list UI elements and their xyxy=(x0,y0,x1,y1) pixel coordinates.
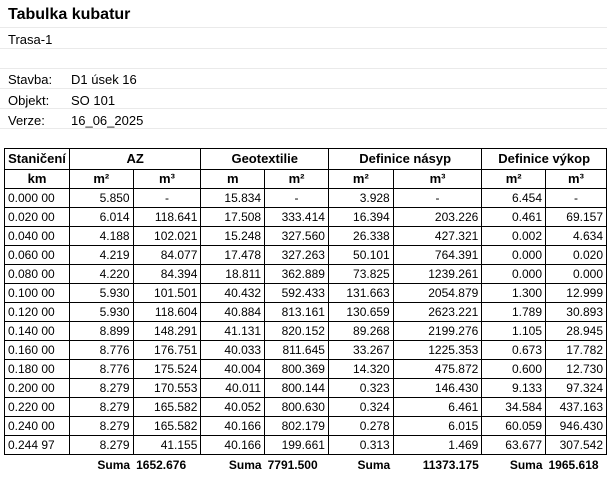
table-cell[interactable]: 1.105 xyxy=(482,322,546,341)
table-cell[interactable]: 5.930 xyxy=(69,284,133,303)
sum-nasyp[interactable]: 11373.175 xyxy=(422,458,479,472)
table-cell[interactable]: 40.052 xyxy=(201,398,265,417)
table-cell[interactable]: 1225.353 xyxy=(393,341,482,360)
table-row xyxy=(5,246,607,265)
group-header-row xyxy=(5,149,607,170)
table-cell[interactable]: 0.140 00 xyxy=(5,322,70,341)
table-cell[interactable]: 102.021 xyxy=(133,227,201,246)
table-cell[interactable]: 17.478 xyxy=(201,246,265,265)
table-cell[interactable]: 40.004 xyxy=(201,360,265,379)
table-cell[interactable]: 8.899 xyxy=(69,322,133,341)
table-cell[interactable]: 0.461 xyxy=(482,208,546,227)
table-cell[interactable]: 101.501 xyxy=(133,284,201,303)
header-geotextilie[interactable]: Geotextilie xyxy=(201,149,329,170)
table-row xyxy=(5,265,607,284)
table-cell[interactable]: 4.634 xyxy=(546,227,607,246)
table-cell[interactable]: 12.999 xyxy=(546,284,607,303)
table-cell[interactable]: 764.391 xyxy=(393,246,482,265)
table-cell[interactable]: 437.163 xyxy=(546,398,607,417)
table-cell[interactable]: 307.542 xyxy=(546,436,607,455)
table-cell[interactable]: 170.553 xyxy=(133,379,201,398)
table-cell[interactable]: 0.000 00 xyxy=(5,189,70,208)
table-cell[interactable]: 0.120 00 xyxy=(5,303,70,322)
sum-label[interactable]: Suma xyxy=(357,458,391,472)
table-cell[interactable]: 820.152 xyxy=(265,322,329,341)
table-cell[interactable]: 34.584 xyxy=(482,398,546,417)
table-cell[interactable]: 0.002 xyxy=(482,227,546,246)
table-cell[interactable]: 41.131 xyxy=(201,322,265,341)
table-cell[interactable]: 0.240 00 xyxy=(5,417,70,436)
table-cell[interactable]: 165.582 xyxy=(133,398,201,417)
unit-header-row xyxy=(5,170,607,189)
unit-header[interactable]: m² xyxy=(69,170,133,189)
table-cell[interactable]: 6.454 xyxy=(482,189,546,208)
table-cell[interactable]: 0.600 xyxy=(482,360,546,379)
verze-label: Verze: xyxy=(8,113,45,128)
table-cell[interactable]: 0.020 00 xyxy=(5,208,70,227)
table-cell[interactable]: 8.776 xyxy=(69,360,133,379)
unit-header[interactable]: m² xyxy=(482,170,546,189)
table-cell[interactable]: 203.226 xyxy=(393,208,482,227)
table-cell[interactable]: 592.433 xyxy=(265,284,329,303)
table-cell[interactable]: 131.663 xyxy=(328,284,393,303)
table-cell[interactable]: 175.524 xyxy=(133,360,201,379)
table-cell[interactable]: 8.279 xyxy=(69,436,133,455)
table-cell[interactable]: 6.015 xyxy=(393,417,482,436)
table-cell[interactable]: 362.889 xyxy=(265,265,329,284)
table-cell[interactable]: 946.430 xyxy=(546,417,607,436)
table-cell[interactable]: 130.659 xyxy=(328,303,393,322)
table-cell[interactable]: 16.394 xyxy=(328,208,393,227)
table-cell[interactable]: 14.320 xyxy=(328,360,393,379)
table-cell[interactable]: 0.000 xyxy=(482,246,546,265)
table-cell[interactable]: 40.884 xyxy=(201,303,265,322)
table-cell[interactable]: 18.811 xyxy=(201,265,265,284)
table-cell[interactable]: 0.313 xyxy=(328,436,393,455)
unit-header[interactable]: m xyxy=(201,170,265,189)
sum-row xyxy=(5,455,607,476)
table-cell[interactable]: 8.279 xyxy=(69,417,133,436)
table-cell[interactable]: 26.338 xyxy=(328,227,393,246)
sum-az[interactable]: 1652.676 xyxy=(136,458,187,472)
table-cell[interactable]: 1.300 xyxy=(482,284,546,303)
table-cell[interactable]: 6.461 xyxy=(393,398,482,417)
table-cell[interactable]: 0.323 xyxy=(328,379,393,398)
table-row xyxy=(5,436,607,455)
sum-vykop[interactable]: 1965.618 xyxy=(548,458,599,472)
table-cell[interactable]: 9.133 xyxy=(482,379,546,398)
table-cell[interactable]: 15.834 xyxy=(201,189,265,208)
table-cell[interactable]: 89.268 xyxy=(328,322,393,341)
table-cell[interactable]: 63.677 xyxy=(482,436,546,455)
table-cell[interactable]: - xyxy=(393,189,482,208)
unit-header[interactable]: m² xyxy=(328,170,393,189)
table-cell[interactable]: 40.432 xyxy=(201,284,265,303)
table-cell[interactable]: 800.144 xyxy=(265,379,329,398)
table-cell[interactable]: 475.872 xyxy=(393,360,482,379)
table-cell[interactable]: 146.430 xyxy=(393,379,482,398)
stavba-label: Stavba: xyxy=(8,72,53,87)
table-cell[interactable]: 5.850 xyxy=(69,189,133,208)
unit-header[interactable]: m³ xyxy=(133,170,201,189)
table-cell[interactable]: 6.014 xyxy=(69,208,133,227)
table-row xyxy=(5,227,607,246)
table-cell[interactable]: 17.782 xyxy=(546,341,607,360)
table-cell[interactable]: 8.776 xyxy=(69,341,133,360)
kubatury-table xyxy=(4,148,607,475)
table-cell[interactable]: 0.040 00 xyxy=(5,227,70,246)
table-cell[interactable]: 84.394 xyxy=(133,265,201,284)
table-cell[interactable]: 0.000 xyxy=(546,265,607,284)
table-cell[interactable]: 69.157 xyxy=(546,208,607,227)
table-body xyxy=(5,189,607,455)
table-row xyxy=(5,360,607,379)
table-cell[interactable]: 811.645 xyxy=(265,341,329,360)
table-cell[interactable]: 333.414 xyxy=(265,208,329,227)
table-cell[interactable]: 118.641 xyxy=(133,208,201,227)
table-cell[interactable]: 0.244 97 xyxy=(5,436,70,455)
table-cell[interactable]: 165.582 xyxy=(133,417,201,436)
sum-geotextilie[interactable]: 7791.500 xyxy=(267,458,318,472)
table-cell[interactable]: 30.893 xyxy=(546,303,607,322)
table-cell[interactable]: 60.059 xyxy=(482,417,546,436)
table-row xyxy=(5,284,607,303)
header-definice-nasyp[interactable]: Definice násyp xyxy=(328,149,481,170)
unit-header[interactable]: m² xyxy=(265,170,329,189)
table-cell[interactable]: 118.604 xyxy=(133,303,201,322)
verze-value: 16_06_2025 xyxy=(71,113,144,128)
table-cell[interactable]: 40.166 xyxy=(201,436,265,455)
table-cell[interactable]: 73.825 xyxy=(328,265,393,284)
table-cell[interactable]: 40.166 xyxy=(201,417,265,436)
table-cell[interactable]: 50.101 xyxy=(328,246,393,265)
header-definice-vykop[interactable]: Definice výkop xyxy=(482,149,607,170)
table-cell[interactable]: 327.560 xyxy=(265,227,329,246)
table-cell[interactable]: 8.279 xyxy=(69,398,133,417)
table-cell[interactable]: 0.278 xyxy=(328,417,393,436)
report-subtitle: Trasa-1 xyxy=(8,32,53,47)
unit-header[interactable]: m³ xyxy=(546,170,607,189)
table-cell[interactable]: 2199.276 xyxy=(393,322,482,341)
table-cell[interactable]: 0.180 00 xyxy=(5,360,70,379)
table-row xyxy=(5,341,607,360)
table-cell[interactable]: - xyxy=(133,189,201,208)
table-cell[interactable]: 0.020 xyxy=(546,246,607,265)
stavba-value: D1 úsek 16 xyxy=(71,72,137,87)
table-cell[interactable]: 0.000 xyxy=(482,265,546,284)
table-cell[interactable]: 12.730 xyxy=(546,360,607,379)
table-row xyxy=(5,322,607,341)
header-az[interactable]: AZ xyxy=(69,149,200,170)
table-cell[interactable]: 1.789 xyxy=(482,303,546,322)
table-cell[interactable]: 3.928 xyxy=(328,189,393,208)
table-cell[interactable]: 5.930 xyxy=(69,303,133,322)
table-cell[interactable]: 4.220 xyxy=(69,265,133,284)
table-cell[interactable]: 4.219 xyxy=(69,246,133,265)
table-cell[interactable]: 97.324 xyxy=(546,379,607,398)
table-cell[interactable]: 0.160 00 xyxy=(5,341,70,360)
table-row xyxy=(5,398,607,417)
objekt-value: SO 101 xyxy=(71,93,116,108)
table-cell[interactable]: 0.100 00 xyxy=(5,284,70,303)
table-cell[interactable]: 0.673 xyxy=(482,341,546,360)
unit-header[interactable]: km xyxy=(5,170,70,189)
table-cell[interactable]: - xyxy=(546,189,607,208)
table-cell[interactable]: 327.263 xyxy=(265,246,329,265)
table-cell[interactable]: 28.945 xyxy=(546,322,607,341)
table-cell[interactable]: 40.033 xyxy=(201,341,265,360)
table-cell[interactable]: 15.248 xyxy=(201,227,265,246)
table-row xyxy=(5,417,607,436)
table-cell[interactable]: 84.077 xyxy=(133,246,201,265)
table-cell[interactable]: 802.179 xyxy=(265,417,329,436)
table-cell[interactable]: 2623.221 xyxy=(393,303,482,322)
unit-header[interactable]: m³ xyxy=(393,170,482,189)
table-cell[interactable]: 0.060 00 xyxy=(5,246,70,265)
header-staniceni[interactable]: Staničení xyxy=(5,149,70,170)
table-cell[interactable]: 41.155 xyxy=(133,436,201,455)
sum-label[interactable]: Suma xyxy=(509,458,543,472)
table-row xyxy=(5,189,607,208)
table-cell[interactable]: 17.508 xyxy=(201,208,265,227)
table-cell[interactable]: 33.267 xyxy=(328,341,393,360)
table-cell[interactable]: 2054.879 xyxy=(393,284,482,303)
table-cell[interactable]: 1.469 xyxy=(393,436,482,455)
table-cell[interactable]: 0.324 xyxy=(328,398,393,417)
table-cell[interactable]: 4.188 xyxy=(69,227,133,246)
table-cell[interactable]: 1239.261 xyxy=(393,265,482,284)
table-cell[interactable]: - xyxy=(265,189,329,208)
table-row xyxy=(5,303,607,322)
table-cell[interactable]: 427.321 xyxy=(393,227,482,246)
table-row xyxy=(5,379,607,398)
objekt-label: Objekt: xyxy=(8,93,50,108)
table-cell[interactable]: 800.369 xyxy=(265,360,329,379)
table-cell[interactable]: 176.751 xyxy=(133,341,201,360)
sum-label[interactable]: Suma xyxy=(97,458,131,472)
table-cell[interactable]: 0.200 00 xyxy=(5,379,70,398)
table-row xyxy=(5,208,607,227)
table-cell[interactable]: 8.279 xyxy=(69,379,133,398)
report-title: Tabulka kubatur xyxy=(8,6,131,23)
table-cell[interactable]: 148.291 xyxy=(133,322,201,341)
table-cell[interactable]: 800.630 xyxy=(265,398,329,417)
table-cell[interactable]: 813.161 xyxy=(265,303,329,322)
table-cell[interactable]: 0.080 00 xyxy=(5,265,70,284)
sum-label[interactable]: Suma xyxy=(228,458,262,472)
table-cell[interactable]: 0.220 00 xyxy=(5,398,70,417)
table-cell[interactable]: 40.011 xyxy=(201,379,265,398)
table-cell[interactable]: 199.661 xyxy=(265,436,329,455)
